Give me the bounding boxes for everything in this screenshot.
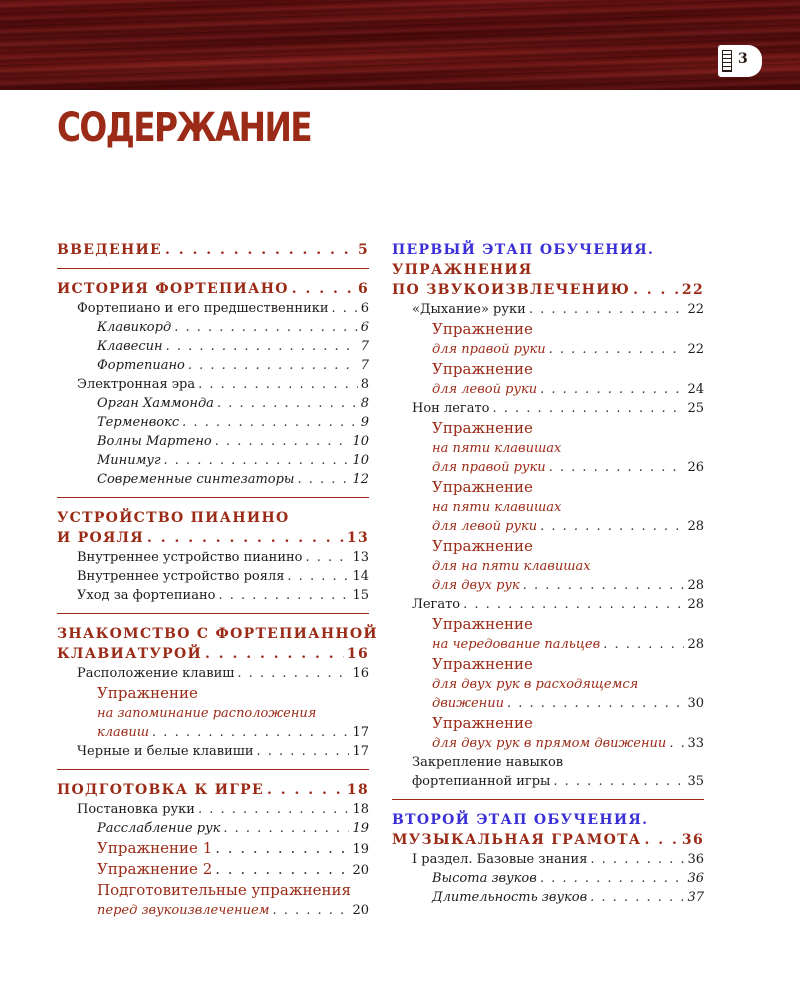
exercise-subtitle: для двух рук в расходящемся [432, 677, 639, 692]
exercise-title[interactable]: Упражнение [432, 478, 533, 496]
toc-section-keyboard[interactable]: КЛАВИАТУРОЙ . . . 16 [57, 644, 369, 664]
toc-item[interactable]: Современные синтезаторы . . . 12 [57, 470, 369, 489]
toc-item[interactable]: перед звукоизвлечением . . . 20 [57, 901, 369, 920]
toc-section-stage1-title[interactable]: ПЕРВЫЙ ЭТАП ОБУЧЕНИЯ. [392, 242, 655, 258]
toc-item[interactable]: движении . . . 30 [392, 694, 704, 713]
toc-item[interactable]: для правой руки . . . 26 [392, 458, 704, 477]
toc-item[interactable]: Орган Хаммонда . . . 8 [57, 394, 369, 413]
toc-item[interactable]: Фортепиано и его предшественники . . . 6 [57, 299, 369, 318]
toc-section-stage1[interactable]: ПО ЗВУКОИЗВЛЕЧЕНИЮ . . . 22 [392, 280, 704, 300]
toc-item[interactable]: для двух рук . . . 28 [392, 576, 704, 595]
exercise-subtitle: на пяти клавишах [432, 441, 562, 456]
toc-item[interactable]: фортепианной игры . . . 35 [392, 772, 704, 791]
toc-item[interactable]: Электронная эра . . . 8 [57, 375, 369, 394]
toc-item[interactable]: для левой руки . . . 28 [392, 517, 704, 536]
toc-item[interactable]: Волны Мартено . . . 10 [57, 432, 369, 451]
toc-section-intro[interactable]: ВВЕДЕНИЕ . . . 5 [57, 240, 369, 260]
toc-item[interactable]: для левой руки . . . 24 [392, 380, 704, 399]
toc-section-prep[interactable]: ПОДГОТОВКА К ИГРЕ . . . 18 [57, 780, 369, 800]
toc-item[interactable]: для правой руки . . . 22 [392, 340, 704, 359]
exercise-subtitle: для на пяти клавишах [432, 559, 591, 574]
toc-item[interactable]: «Дыхание» руки . . . 22 [392, 300, 704, 319]
toc-item[interactable]: Расположение клавиш . . . 16 [57, 664, 369, 683]
toc-item[interactable]: Минимуг . . . 10 [57, 451, 369, 470]
toc-left-column [57, 240, 378, 920]
toc-item[interactable]: Упражнение 1 . . . 19 [57, 838, 369, 859]
exercise-title[interactable]: Упражнение [432, 320, 533, 338]
toc-item[interactable]: Высота звуков . . . 36 [392, 869, 704, 888]
toc-item[interactable]: для двух рук в прямом движении . . . 33 [392, 734, 704, 753]
toc-section-history[interactable]: ИСТОРИЯ ФОРТЕПИАНО . . . 6 [57, 279, 369, 299]
wood-header [0, 0, 800, 90]
exercise-title[interactable]: Упражнение [432, 655, 533, 673]
toc-section-stage2-title[interactable]: ВТОРОЙ ЭТАП ОБУЧЕНИЯ. [392, 812, 649, 828]
toc-item[interactable]: Терменвокс . . . 9 [57, 413, 369, 432]
toc-item[interactable]: Клавесин . . . 7 [57, 337, 369, 356]
toc-item[interactable]: Внутреннее устройство рояля . . . 14 [57, 567, 369, 586]
toc-item[interactable]: Внутреннее устройство пианино . . . 13 [57, 548, 369, 567]
exercise-subtitle: на пяти клавишах [432, 500, 562, 515]
toc-item[interactable]: Клавикорд . . . 6 [57, 318, 369, 337]
toc-item[interactable]: Упражнение 2 . . . 20 [57, 859, 369, 880]
toc-item[interactable]: Черные и белые клавиши . . . 17 [57, 742, 369, 761]
exercise-title[interactable]: Подготовительные упражнения [97, 881, 351, 899]
toc-item[interactable]: Нон легато . . . 25 [392, 399, 704, 418]
toc-section-stage2[interactable]: МУЗЫКАЛЬНАЯ ГРАМОТА . . . 36 [392, 830, 704, 850]
toc-item[interactable]: Длительность звуков . . . 37 [392, 888, 704, 907]
toc-item-label[interactable]: Закрепление навыков [412, 755, 564, 770]
exercise-title[interactable]: Упражнение [432, 537, 533, 555]
exercise-title[interactable]: Упражнение [432, 615, 533, 633]
page-number: 3 [738, 51, 748, 67]
exercise-title[interactable]: Упражнение [432, 714, 533, 732]
toc-section-device-title[interactable]: УСТРОЙСТВО ПИАНИНО [57, 510, 290, 526]
toc-item[interactable]: Постановка руки . . . 18 [57, 800, 369, 819]
exercise-title[interactable]: Упражнение [97, 684, 198, 702]
toc-section-stage1-title2[interactable]: УПРАЖНЕНИЯ [392, 262, 533, 278]
toc-right-column [392, 240, 704, 907]
toc-item[interactable]: Фортепиано . . . 7 [57, 356, 369, 375]
exercise-subtitle: на запоминание расположения [97, 706, 317, 721]
toc-item[interactable]: Расслабление рук . . . 19 [57, 819, 369, 838]
page-title: СОДЕРЖАНИЕ [57, 105, 312, 151]
exercise-title[interactable]: Упражнение [432, 419, 533, 437]
toc-item[interactable]: I раздел. Базовые знания . . . 36 [392, 850, 704, 869]
toc-item[interactable]: на чередование пальцев . . . 28 [392, 635, 704, 654]
exercise-title[interactable]: Упражнение [432, 360, 533, 378]
toc-item[interactable]: Уход за фортепиано . . . 15 [57, 586, 369, 605]
toc-section-device[interactable]: И РОЯЛЯ . . . 13 [57, 528, 369, 548]
toc-item[interactable]: Легато . . . 28 [392, 595, 704, 614]
toc-item[interactable]: клавиш . . . 17 [57, 723, 369, 742]
piano-icon [722, 50, 732, 72]
toc-section-keyboard-title[interactable]: ЗНАКОМСТВО С ФОРТЕПИАННОЙ [57, 626, 378, 642]
page-number-tab [718, 45, 762, 77]
